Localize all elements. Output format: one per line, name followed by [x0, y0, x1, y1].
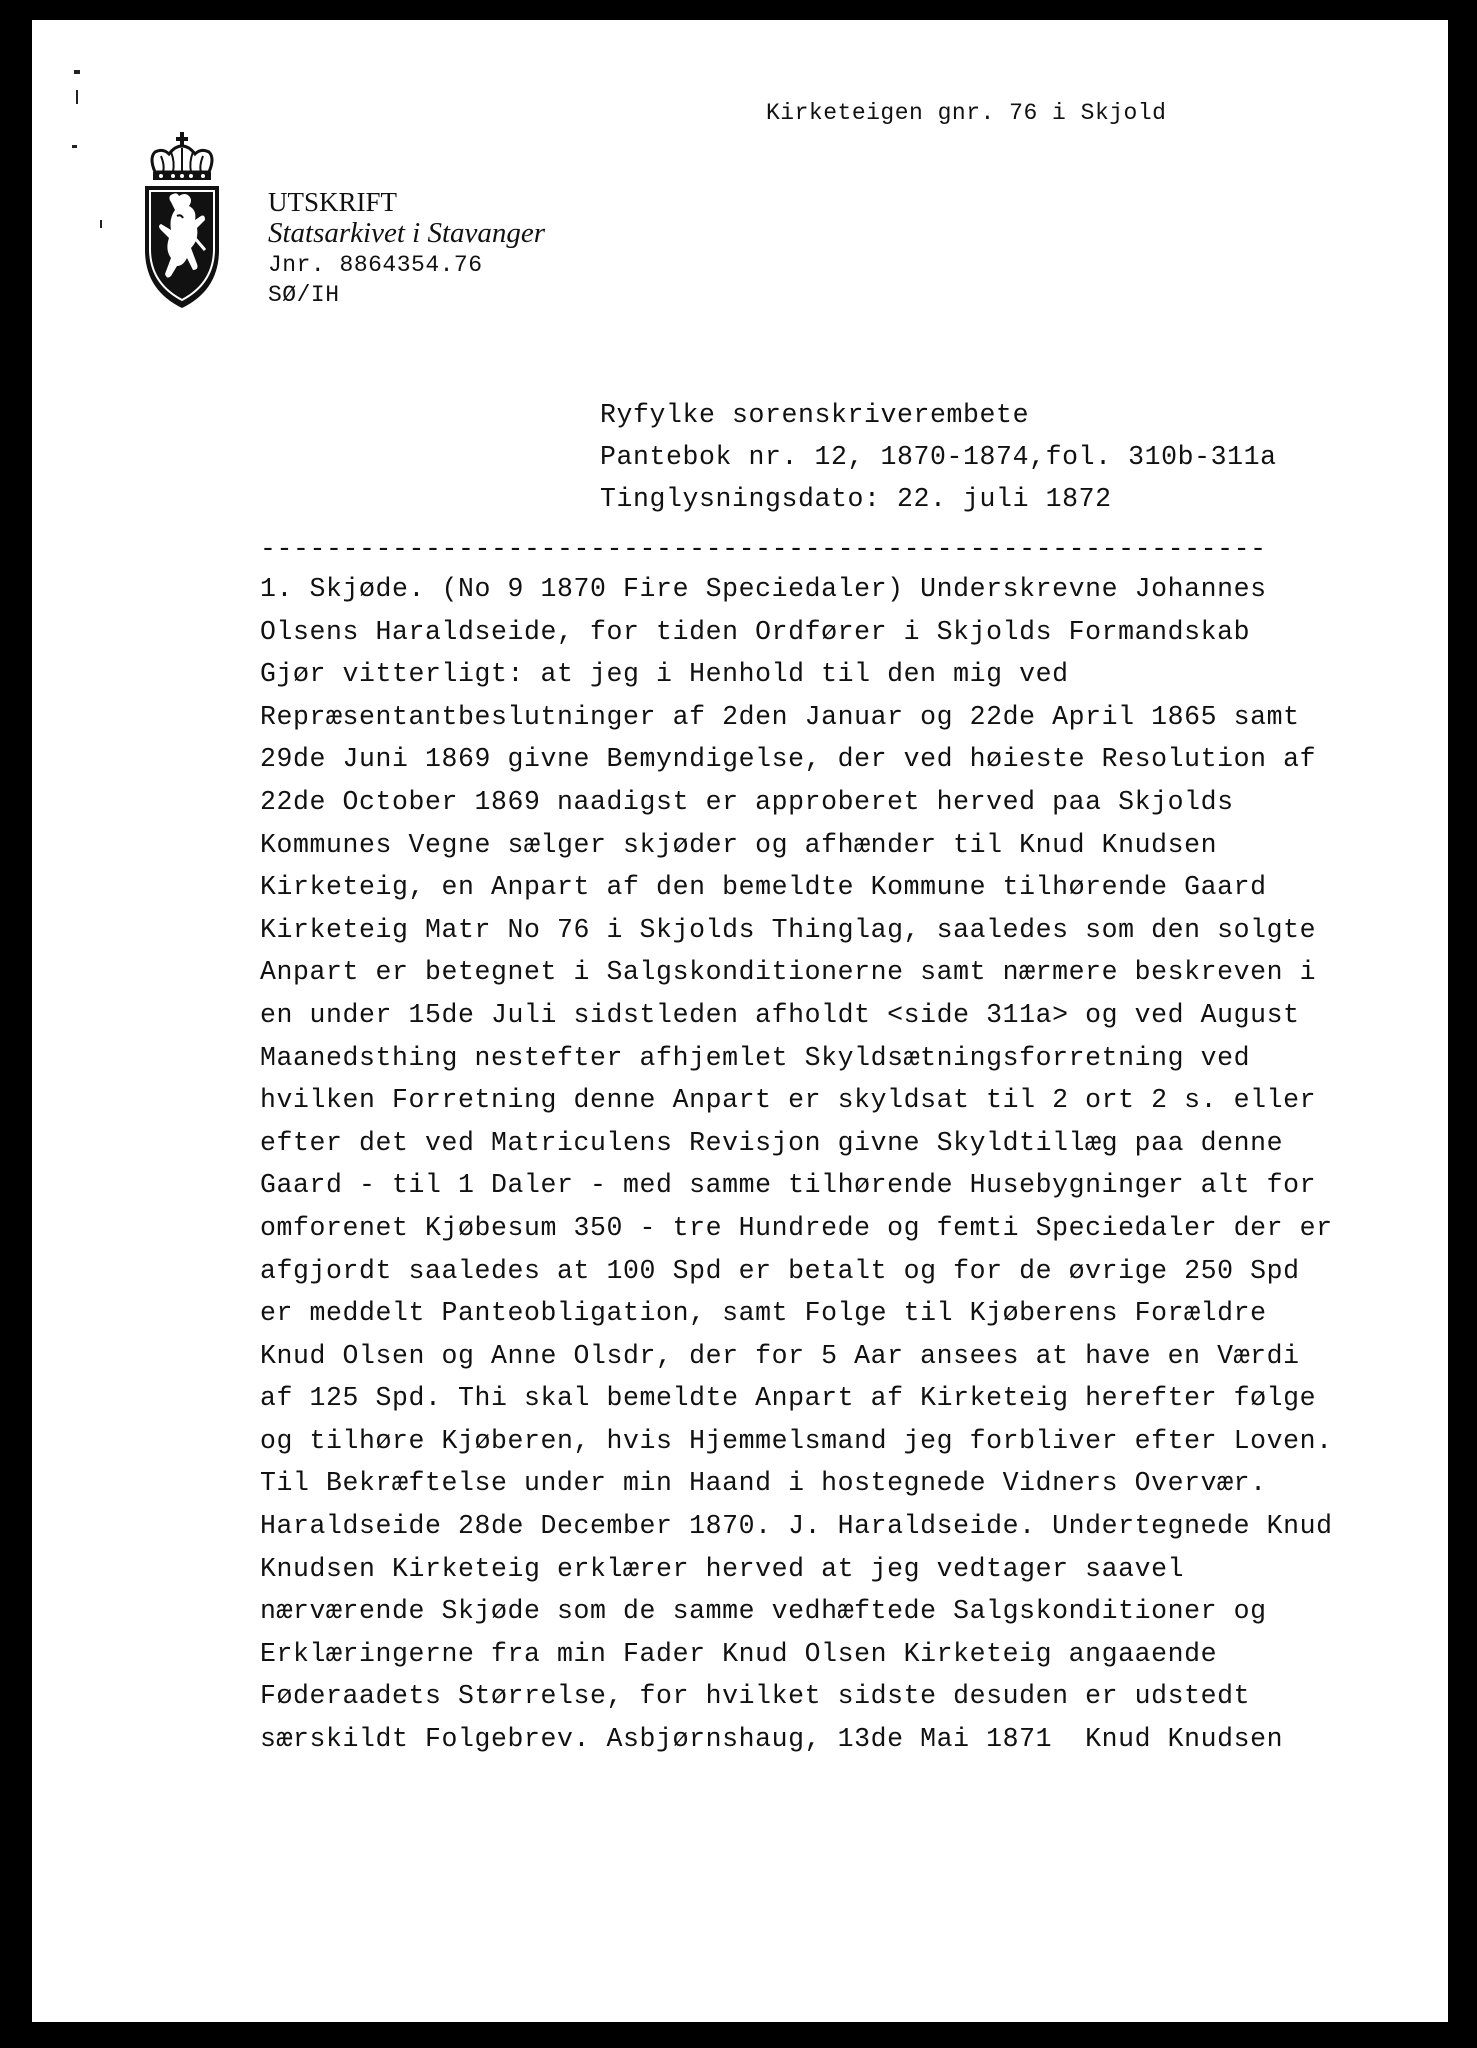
margin-mark [72, 145, 77, 148]
source-block [600, 398, 1277, 516]
transcript-line: omforenet Kjøbesum 350 - tre Hundrede og femti Speciedaler der er [260, 1212, 1333, 1243]
property-reference: Kirketeigen gnr. 76 i Skjold [766, 100, 1167, 126]
transcript-line: Gaard - til 1 Daler - med samme tilhørende Husebygninger alt for [260, 1170, 1317, 1201]
margin-mark [100, 220, 102, 228]
signature-initials: SØ/IH [268, 282, 340, 308]
transcript-line: Haraldseide 28de December 1870. J. Haraldseide. Undertegnede Knud [260, 1511, 1333, 1542]
transcript-line: Maanedsthing nestefter afhjemlet Skyldsætningsforretning ved [260, 1042, 1251, 1073]
transcript-line: Knudsen Kirketeig erklærer herved at jeg vedtager saavel [260, 1553, 1185, 1584]
transcript-body [260, 568, 1440, 1761]
source-office: Ryfylke sorenskriverembete [600, 400, 1030, 430]
transcript-line: 22de October 1869 naadigst er approberet herved paa Skjolds [260, 786, 1234, 817]
transcript-line: Føderaadets Størrelse, for hvilket sidste desuden er udstedt [260, 1681, 1251, 1712]
separator-line: ------------------------------------------------------------- [260, 534, 1267, 564]
transcript-line: Knud Olsen og Anne Olsdr, der for 5 Aar ansees at have en Værdi [260, 1340, 1300, 1371]
source-registration-date: Tinglysningsdato: 22. juli 1872 [600, 484, 1112, 514]
archive-name: Statsarkivet i Stavanger [268, 217, 546, 249]
margin-mark [76, 90, 78, 104]
transcript-line: Anpart er betegnet i Salgskonditionerne samt nærmere beskreven i [260, 957, 1317, 988]
transcript-line: hvilken Forretning denne Anpart er skyldsat til 2 ort 2 s. eller [260, 1085, 1317, 1116]
transcript-line: er meddelt Panteobligation, samt Folge til Kjøberens Forældre [260, 1298, 1267, 1329]
transcript-line: Erklæringerne fra min Fader Knud Olsen Kirketeig angaaende [260, 1638, 1218, 1669]
transcript-line: og tilhøre Kjøberen, hvis Hjemmelsmand jeg forbliver efter Loven. [260, 1425, 1333, 1456]
transcript-line: nærværende Skjøde som de samme vedhæftede Salgskonditioner og [260, 1596, 1267, 1627]
transcript-line: afgjordt saaledes at 100 Spd er betalt og for de øvrige 250 Spd [260, 1255, 1300, 1286]
transcript-line: særskildt Folgebrev. Asbjørnshaug, 13de Mai 1871 Knud Knudsen [260, 1724, 1284, 1755]
transcript-line: 1. Skjøde. (No 9 1870 Fire Speciedaler) Underskrevne Johannes [260, 574, 1267, 604]
transcript-line: 29de Juni 1869 givne Bemyndigelse, der ved høieste Resolution af [260, 744, 1317, 775]
transcript-line: Olsens Haraldseide, for tiden Ordfører i Skjolds Formandskab [260, 616, 1251, 647]
transcript-line: Kirketeig, en Anpart af den bemeldte Kommune tilhørende Gaard [260, 872, 1267, 903]
transcript-line: Kommunes Vegne sælger skjøder og afhænder til Knud Knudsen [260, 829, 1218, 860]
stamp-title: UTSKRIFT [268, 187, 398, 217]
document-sheet [32, 20, 1448, 2022]
transcript-line: Gjør vitterligt: at jeg i Henhold til den mig ved [260, 659, 1069, 690]
transcript-line: efter det ved Matriculens Revisjon givne Skyldtillæg paa denne [260, 1127, 1284, 1158]
transcript-line: en under 15de Juli sidstleden afholdt <side 311a> og ved August [260, 999, 1300, 1030]
journal-number: Jnr. 8864354.76 [268, 252, 483, 278]
margin-mark [74, 70, 80, 74]
transcript-line: Til Bekræftelse under min Haand i hostegnede Vidners Overvær. [260, 1468, 1267, 1499]
coat-of-arms-icon [141, 130, 223, 330]
transcript-line: Kirketeig Matr No 76 i Skjolds Thinglag, saaledes som den solgte [260, 914, 1317, 945]
transcript-line: Repræsentantbeslutninger af 2den Januar og 22de April 1865 samt [260, 701, 1300, 732]
transcript-line: af 125 Spd. Thi skal bemeldte Anpart af Kirketeig herefter følge [260, 1383, 1317, 1414]
source-book: Pantebok nr. 12, 1870-1874,fol. 310b-311a [600, 442, 1277, 472]
